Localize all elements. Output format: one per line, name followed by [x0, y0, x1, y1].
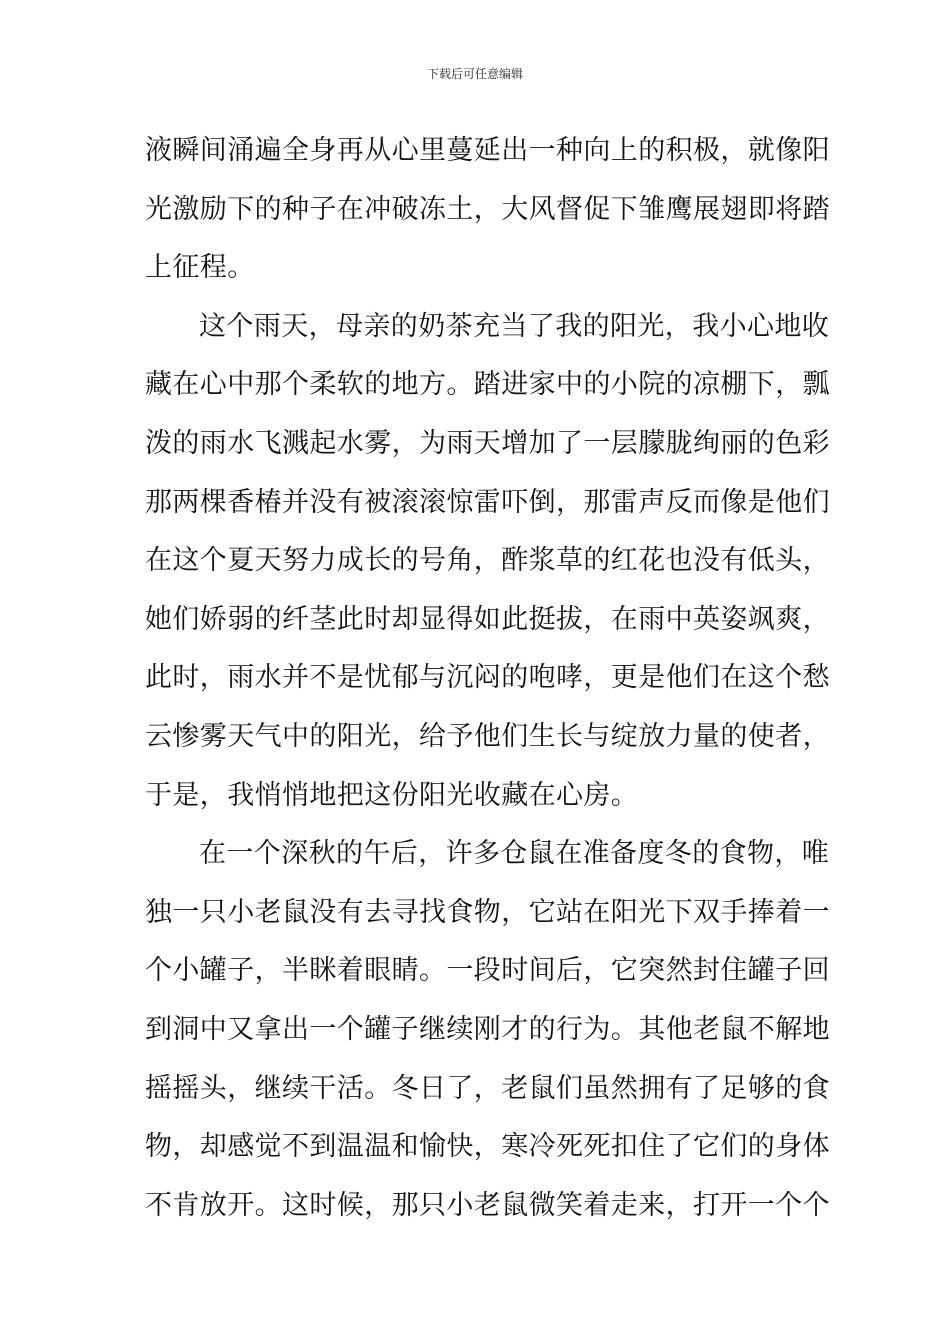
text-line: 光激励下的种子在冲破冻土，大风督促下雏鹰展翅即将踏: [145, 193, 830, 225]
text-line: 物，却感觉不到温温和愉快，寒冷死死扣住了它们的身体: [145, 1131, 830, 1163]
text-line: 个小罐子，半眯着眼睛。一段时间后，它突然封住罐子回: [145, 955, 830, 987]
text-line: 液瞬间涌遍全身再从心里蔓延出一种向上的积极，就像阳: [145, 135, 830, 166]
body-text: [145, 122, 830, 1235]
text-line: 云惨雾天气中的阳光，给予他们生长与绽放力量的使者，: [145, 720, 830, 752]
text-line: 她们娇弱的纤茎此时却显得如此挺拔，在雨中英姿飒爽，: [145, 603, 830, 635]
text-line: 摇摇头，继续干活。冬日了，老鼠们虽然拥有了足够的食: [145, 1072, 830, 1104]
text-line: 不肯放开。这时候，那只小老鼠微笑着走来，打开一个个: [145, 1189, 830, 1221]
text-line: 上征程。: [145, 252, 255, 284]
paragraph-start-line: 在一个深秋的午后，许多仓鼠在准备度冬的食物，唯: [199, 838, 830, 870]
text-line: 此时，雨水并不是忧郁与沉闷的咆哮，更是他们在这个愁: [145, 662, 830, 694]
page-header: 下载后可任意编辑: [426, 67, 523, 81]
text-line: 泼的雨水飞溅起水雾，为雨天增加了一层朦胧绚丽的色彩: [145, 427, 830, 459]
text-line: 独一只小老鼠没有去寻找食物，它站在阳光下双手捧着一: [145, 896, 830, 928]
paragraph-start-line: 这个雨天，母亲的奶茶充当了我的阳光，我小心地收: [199, 310, 830, 342]
text-line: 到洞中又拿出一个罐子继续刚才的行为。其他老鼠不解地: [145, 1013, 830, 1045]
text-line: 于是，我悄悄地把这份阳光收藏在心房。: [145, 779, 639, 811]
text-line: 藏在心中那个柔软的地方。踏进家中的小院的凉棚下，瓢: [145, 369, 830, 401]
text-line: 那两棵香椿并没有被滚滚惊雷吓倒，那雷声反而像是他们: [145, 486, 830, 518]
text-line: 在这个夏天努力成长的号角，酢浆草的红花也没有低头，: [145, 545, 830, 577]
